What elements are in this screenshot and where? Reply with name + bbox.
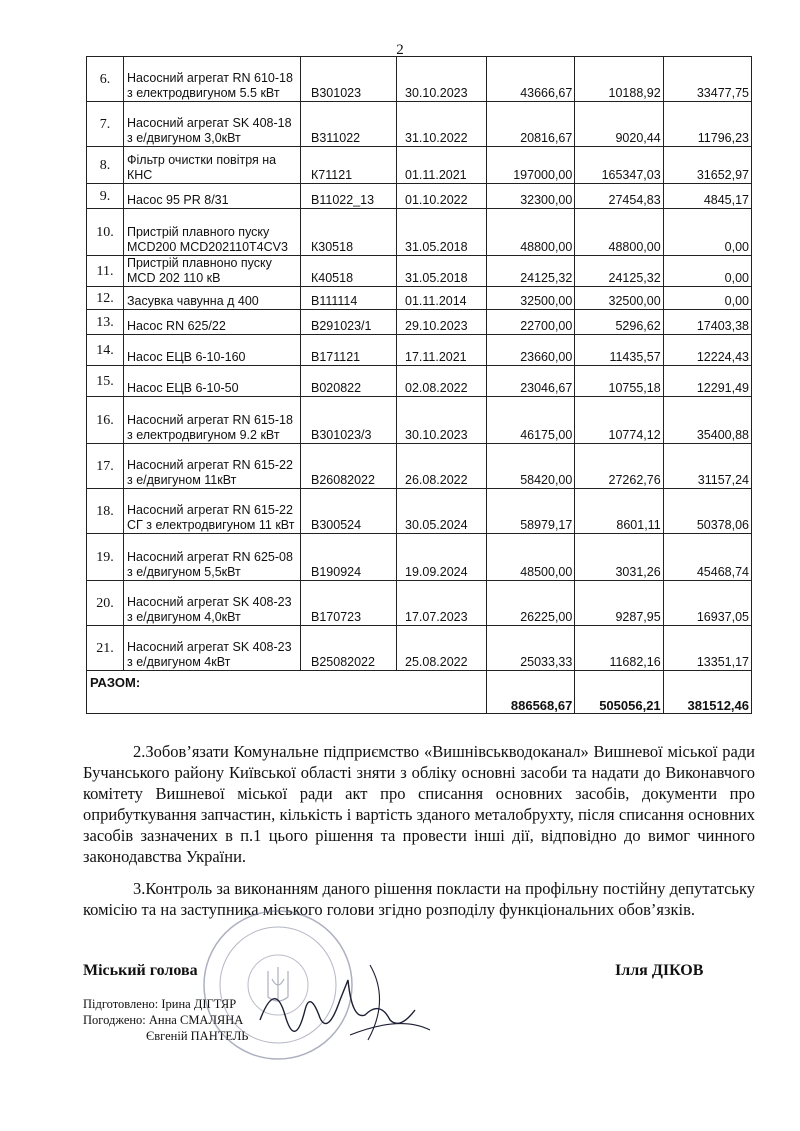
cell-number: 20. (87, 581, 124, 626)
cell-residual: 50378,06 (663, 489, 751, 534)
paragraph-3: 3.Контроль за виконанням даного рішення покласти на профільну постійну депутатську комісію та на заступника міського голови згідно розподілу функціональних обов’язків. (83, 879, 755, 919)
cell-cost: 43666,67 (487, 57, 575, 102)
cell-name: Засувка чавунна д 400 (124, 287, 301, 310)
table-row (87, 534, 752, 581)
table-row (87, 310, 752, 335)
agreed-by: Погоджено: Анна СМАЛЯНА (83, 1013, 244, 1027)
total-row (87, 671, 752, 714)
cell-name: Насос 95 PR 8/31 (124, 184, 301, 209)
cell-name: Насосний агрегат RN 610-18 з електродвигуном 5.5 кВт (124, 57, 301, 102)
cell-wear: 10755,18 (575, 366, 663, 397)
cell-wear: 48800,00 (575, 209, 663, 256)
cell-inventory-number: К71121 (301, 147, 397, 184)
cell-inventory-number: В25082022 (301, 626, 397, 671)
cell-name: Пристрій плавного пуску MCD200 MCD202110T4CV3 (124, 209, 301, 256)
cell-residual: 12224,43 (663, 335, 751, 366)
prepared-by: Підготовлено: Ірина ДІГТЯР (83, 997, 237, 1011)
cell-wear: 27262,76 (575, 444, 663, 489)
cell-date: 29.10.2023 (397, 310, 487, 335)
cell-cost: 23660,00 (487, 335, 575, 366)
cell-cost: 46175,00 (487, 397, 575, 444)
table-row (87, 626, 752, 671)
table-row (87, 335, 752, 366)
cell-date: 31.10.2022 (397, 102, 487, 147)
cell-inventory-number: В301023 (301, 57, 397, 102)
total-cost: 886568,67 (487, 671, 575, 714)
cell-residual: 13351,17 (663, 626, 751, 671)
cell-inventory-number: В190924 (301, 534, 397, 581)
cell-cost: 26225,00 (487, 581, 575, 626)
cell-cost: 23046,67 (487, 366, 575, 397)
cell-date: 30.10.2023 (397, 397, 487, 444)
table-row (87, 209, 752, 256)
cell-residual: 35400,88 (663, 397, 751, 444)
cell-date: 25.08.2022 (397, 626, 487, 671)
table-row (87, 147, 752, 184)
cell-residual: 16937,05 (663, 581, 751, 626)
cell-residual: 0,00 (663, 287, 751, 310)
cell-residual: 11796,23 (663, 102, 751, 147)
cell-residual: 4845,17 (663, 184, 751, 209)
cell-residual: 31652,97 (663, 147, 751, 184)
cell-name: Насос ЕЦВ 6-10-160 (124, 335, 301, 366)
cell-residual: 0,00 (663, 256, 751, 287)
cell-name: Насос RN 625/22 (124, 310, 301, 335)
cell-inventory-number: В11022_13 (301, 184, 397, 209)
cell-inventory-number: В111114 (301, 287, 397, 310)
table-row (87, 184, 752, 209)
assets-table-body (87, 57, 752, 714)
mayor-position: Міський голова (83, 962, 198, 979)
cell-date: 17.11.2021 (397, 335, 487, 366)
total-wear: 505056,21 (575, 671, 663, 714)
cell-date: 01.10.2022 (397, 184, 487, 209)
cell-number: 9. (87, 184, 124, 209)
cell-wear: 32500,00 (575, 287, 663, 310)
cell-cost: 32300,00 (487, 184, 575, 209)
cell-residual: 0,00 (663, 209, 751, 256)
cell-cost: 24125,32 (487, 256, 575, 287)
cell-number: 18. (87, 489, 124, 534)
cell-number: 8. (87, 147, 124, 184)
cell-date: 01.11.2014 (397, 287, 487, 310)
cell-date: 19.09.2024 (397, 534, 487, 581)
total-label: РАЗОМ: (87, 671, 487, 714)
assets-table (86, 56, 752, 714)
cell-cost: 58979,17 (487, 489, 575, 534)
table-row (87, 287, 752, 310)
cell-cost: 20816,67 (487, 102, 575, 147)
cell-inventory-number: В020822 (301, 366, 397, 397)
cell-residual: 33477,75 (663, 57, 751, 102)
cell-number: 16. (87, 397, 124, 444)
cell-wear: 8601,11 (575, 489, 663, 534)
cell-cost: 48800,00 (487, 209, 575, 256)
cell-name: Насосний агрегат RN 615-22 СГ з електродвигуном 11 кВт (124, 489, 301, 534)
cell-cost: 58420,00 (487, 444, 575, 489)
cell-number: 21. (87, 626, 124, 671)
table-row (87, 581, 752, 626)
cell-inventory-number: В26082022 (301, 444, 397, 489)
cell-wear: 3031,26 (575, 534, 663, 581)
cell-wear: 10188,92 (575, 57, 663, 102)
cell-name: Фільтр очистки повітря на КНС (124, 147, 301, 184)
cell-number: 6. (87, 57, 124, 102)
cell-wear: 27454,83 (575, 184, 663, 209)
table-row (87, 366, 752, 397)
cell-date: 02.08.2022 (397, 366, 487, 397)
table-row (87, 444, 752, 489)
cell-name: Насосний агрегат SK 408-23 з е/двигуном 4кВт (124, 626, 301, 671)
cell-wear: 24125,32 (575, 256, 663, 287)
cell-number: 14. (87, 335, 124, 366)
cell-cost: 25033,33 (487, 626, 575, 671)
cell-inventory-number: К40518 (301, 256, 397, 287)
table-row (87, 489, 752, 534)
cell-name: Пристрій плавноно пуску MCD 202 110 кВ (124, 256, 301, 287)
paragraph-2: 2.Зобов’язати Комунальне підприємство «Вишнівськводоканал» Вишневої міської ради Бучанського району Київської області зняти з обліку основні засоби та надати до Виконавчого комітету Вишневої міської ради акт про списання основних засобів, документи про оприбуткування запчастин, кількість і вартість зданого металобрухту, після списання основних засобів зазначених в п.1 цього рішення та провести інші дії, відповідно до вимог чинного законодавства України. (83, 742, 755, 866)
cell-inventory-number: В300524 (301, 489, 397, 534)
cell-name: Насосний агрегат RN 615-22 з е/двигуном 11кВт (124, 444, 301, 489)
cell-date: 01.11.2021 (397, 147, 487, 184)
table-row (87, 57, 752, 102)
cell-wear: 11682,16 (575, 626, 663, 671)
cell-number: 12. (87, 287, 124, 310)
cell-name: Насосний агрегат SK 408-23 з е/двигуном 4,0кВт (124, 581, 301, 626)
cell-date: 30.05.2024 (397, 489, 487, 534)
table-row (87, 256, 752, 287)
cell-name: Насосний агрегат RN 615-18 з електродвигуном 9.2 кВт (124, 397, 301, 444)
cell-name: Насос ЕЦВ 6-10-50 (124, 366, 301, 397)
cell-date: 26.08.2022 (397, 444, 487, 489)
page-number: 2 (396, 42, 404, 58)
cell-name: Насосний агрегат SK 408-18 з е/двигуном 3,0кВт (124, 102, 301, 147)
cell-inventory-number: В291023/1 (301, 310, 397, 335)
cell-wear: 165347,03 (575, 147, 663, 184)
cell-wear: 9020,44 (575, 102, 663, 147)
cell-residual: 17403,38 (663, 310, 751, 335)
cell-cost: 48500,00 (487, 534, 575, 581)
mayor-name: Ілля ДІКОВ (615, 962, 704, 979)
cell-date: 17.07.2023 (397, 581, 487, 626)
cell-inventory-number: В170723 (301, 581, 397, 626)
cell-cost: 197000,00 (487, 147, 575, 184)
cell-wear: 5296,62 (575, 310, 663, 335)
cell-residual: 45468,74 (663, 534, 751, 581)
cell-inventory-number: В311022 (301, 102, 397, 147)
table-row (87, 397, 752, 444)
cell-residual: 31157,24 (663, 444, 751, 489)
table-row (87, 102, 752, 147)
total-residual: 381512,46 (663, 671, 751, 714)
cell-name: Насосний агрегат RN 625-08 з е/двигуном 5,5кВт (124, 534, 301, 581)
cell-inventory-number: В301023/3 (301, 397, 397, 444)
cell-cost: 32500,00 (487, 287, 575, 310)
cell-number: 15. (87, 366, 124, 397)
cell-number: 19. (87, 534, 124, 581)
cell-number: 11. (87, 256, 124, 287)
agreed-by-second: Євгеній ПАНТЕЛЬ (146, 1029, 249, 1043)
cell-number: 10. (87, 209, 124, 256)
cell-residual: 12291,49 (663, 366, 751, 397)
cell-wear: 11435,57 (575, 335, 663, 366)
cell-number: 13. (87, 310, 124, 335)
cell-date: 31.05.2018 (397, 209, 487, 256)
cell-inventory-number: К30518 (301, 209, 397, 256)
cell-number: 17. (87, 444, 124, 489)
cell-inventory-number: В171121 (301, 335, 397, 366)
cell-wear: 9287,95 (575, 581, 663, 626)
signature-icon (250, 960, 440, 1050)
cell-date: 30.10.2023 (397, 57, 487, 102)
cell-number: 7. (87, 102, 124, 147)
cell-wear: 10774,12 (575, 397, 663, 444)
cell-date: 31.05.2018 (397, 256, 487, 287)
cell-cost: 22700,00 (487, 310, 575, 335)
